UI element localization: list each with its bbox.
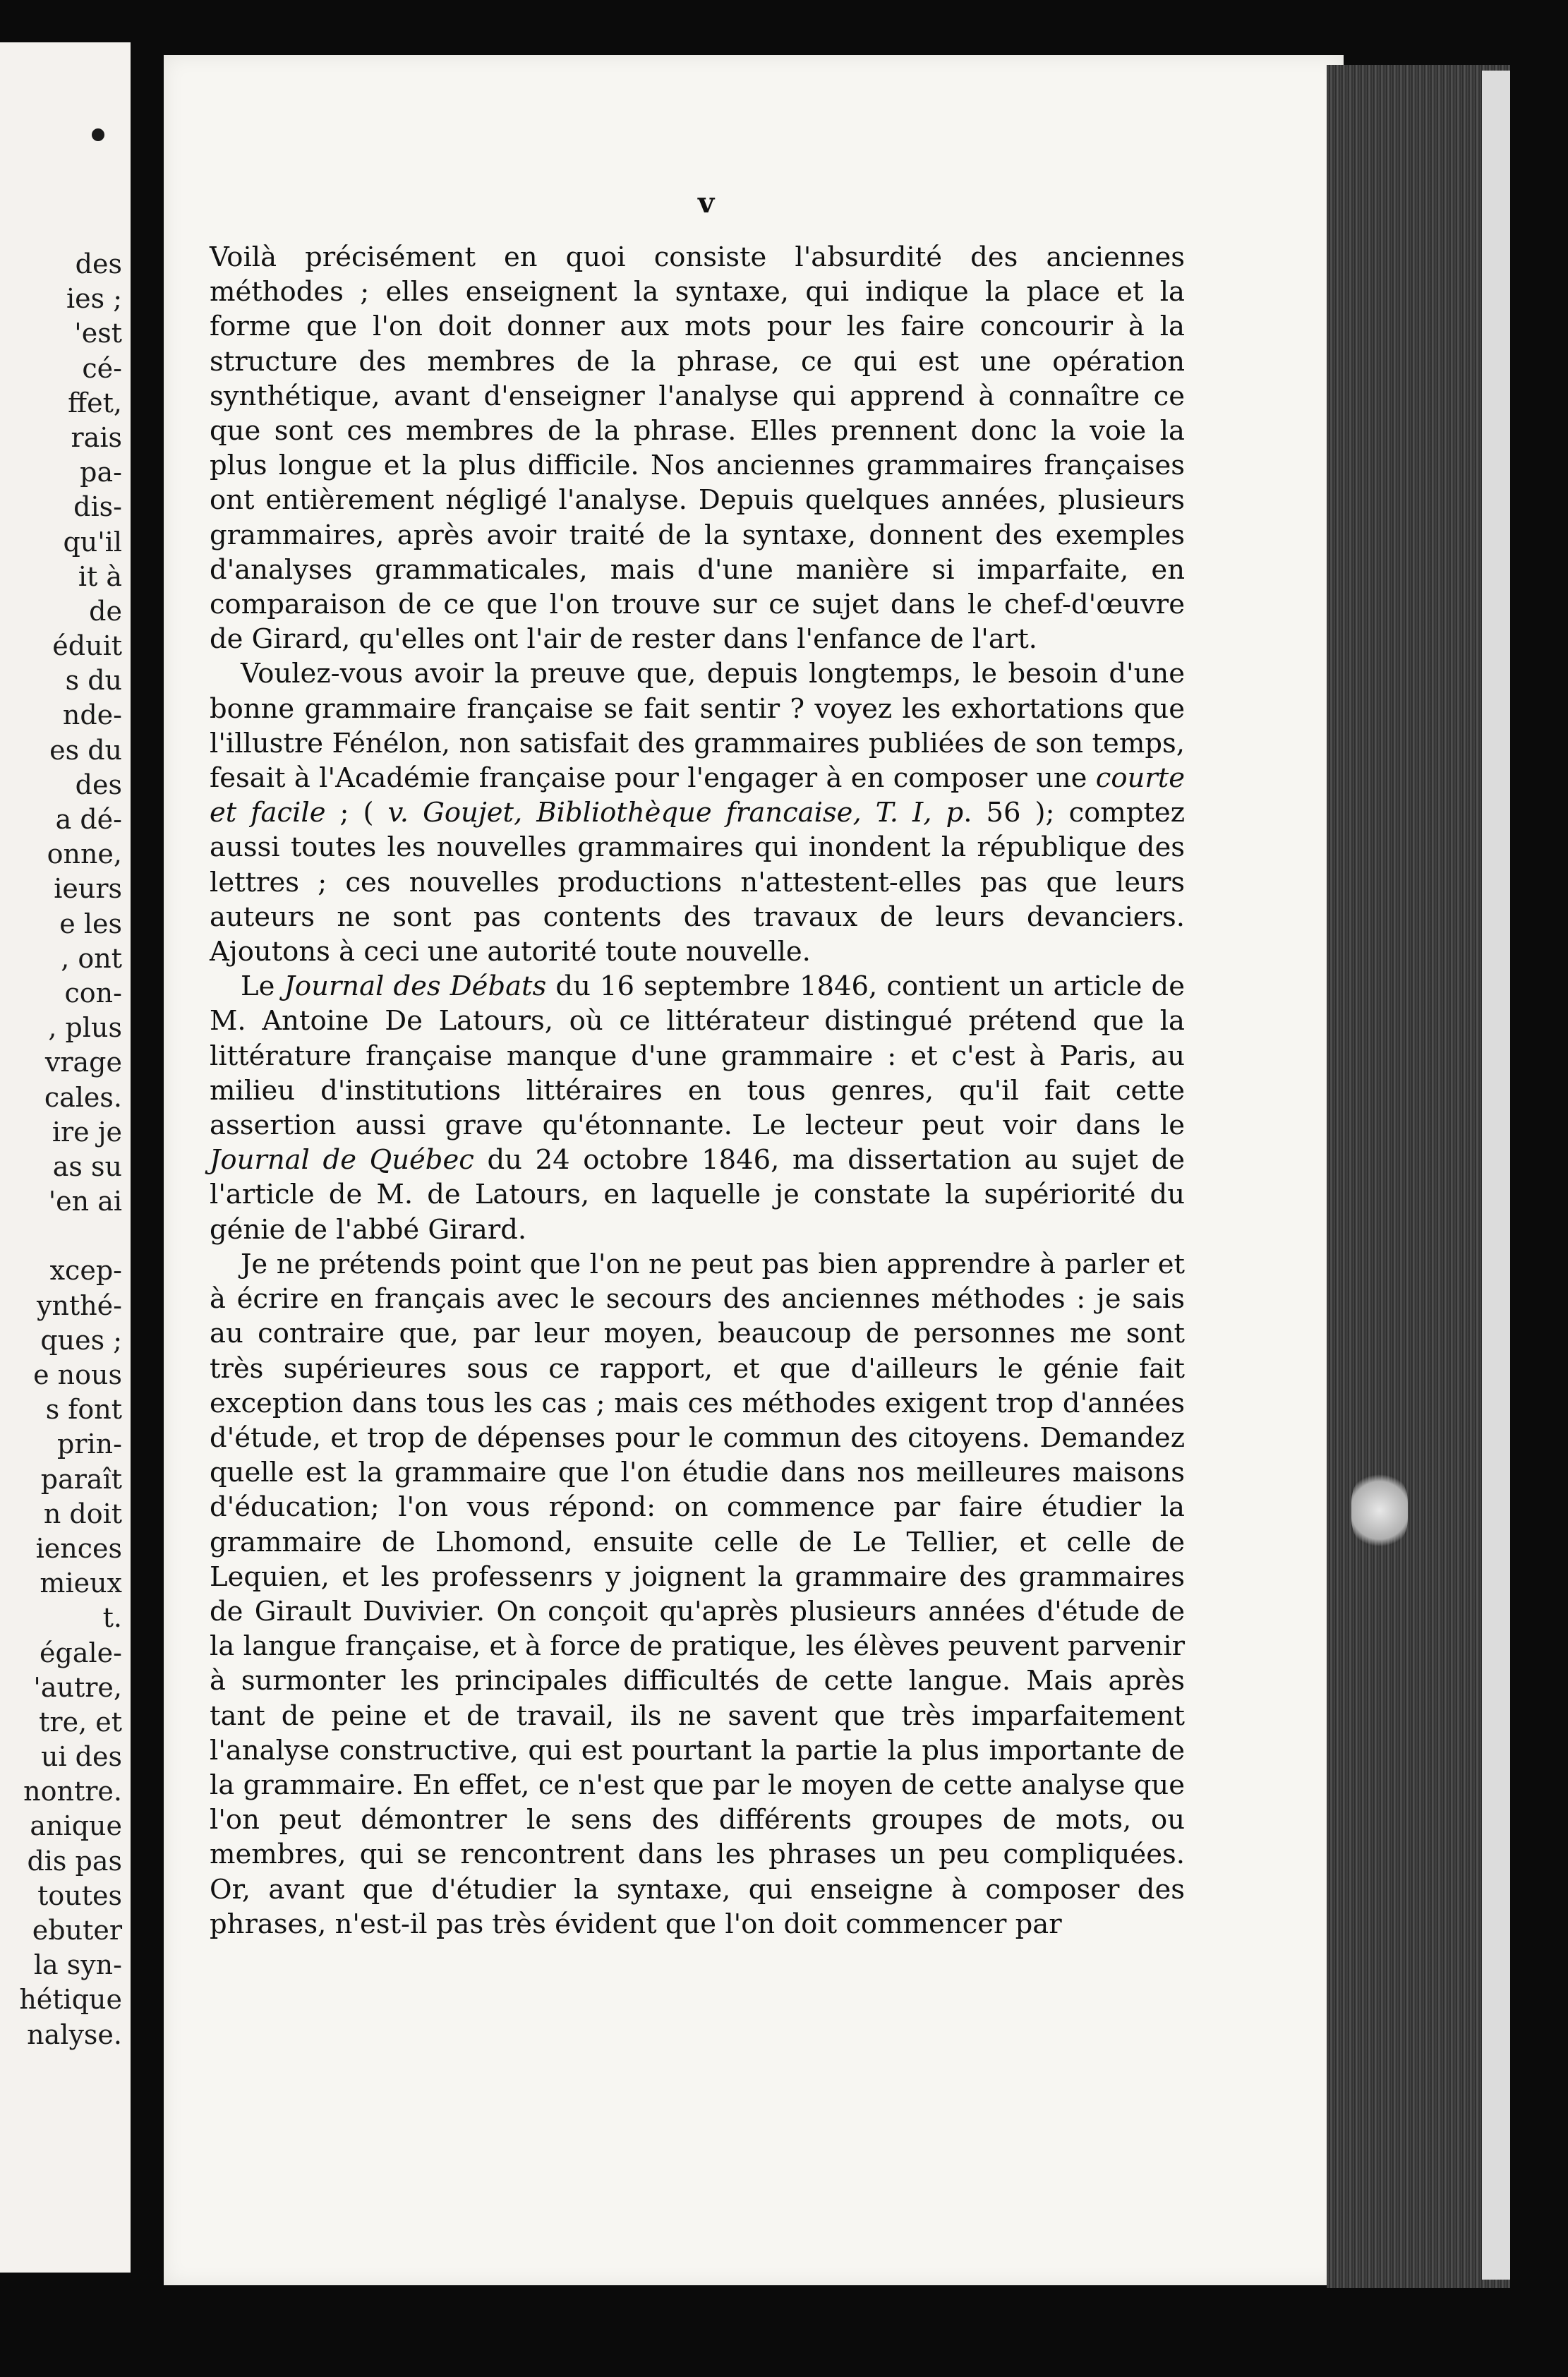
previous-page-line: ui des [40,1741,122,1773]
previous-page-line: paraît [40,1463,122,1495]
previous-page-line: vrage [44,1047,122,1078]
previous-page-line: toutes [37,1879,122,1911]
book-page [164,55,1344,2285]
previous-page-line: ffet, [68,387,122,419]
text-run: du 24 octobre 1846, ma dissertation au sujet de l'article de M. de Latours, en laquelle je constate la supériorité du génie de l'abbé Girard. [210,1144,1185,1246]
ink-mark [92,128,104,141]
italic-text: Journal des Débats [284,970,547,1003]
previous-page-line: de [89,595,122,627]
previous-page-line: xcep- [49,1255,122,1287]
previous-page-line: nde- [62,699,122,731]
previous-page-line: la syn- [33,1949,122,1981]
previous-page-line: con- [64,977,122,1009]
page-edges [1482,71,1510,2280]
paper-smudge [1351,1472,1408,1549]
previous-page-line: des [75,248,122,279]
paragraph [210,656,1185,969]
text-run: Voulez-vous avoir la preuve que, depuis longtemps, le besoin d'une bonne grammaire française se fait sentir ? voyez les exhortations que l'illustre Fénélon, non satisfait des grammaires publiées de son temps, fesait à l'Académie française pour l'engager à en composer une [210,658,1185,795]
previous-page-line: nontre. [23,1776,122,1807]
previous-page-line: dis pas [27,1845,122,1877]
previous-page-line: égale- [40,1637,122,1668]
previous-page-line: onne, [47,838,122,870]
previous-page-line: es du [49,734,122,766]
previous-page-line: e les [59,908,122,939]
previous-page-line: 'en ai [48,1186,122,1217]
text-run: ; ( [325,797,388,829]
previous-page-line: iences [35,1532,122,1564]
italic-text: courte et facile [210,762,1185,829]
previous-page-line: hétique [19,1984,122,2016]
text-run: du 16 septembre 1846, contient un article de M. Antoine De Latours, où ce littérateur distingué prétend que la littérature française manque d'une grammaire : et c'est à Paris, au milieu d'institutions littéraires en tous genres, qu'il fait cette assertion aussi grave qu'étonnante. Le lecteur peut voir dans le [210,970,1185,1142]
paragraph [210,240,1185,656]
previous-page-line: it à [78,560,122,592]
previous-page-line: s du [65,665,122,697]
previous-page-line: tre, et [39,1706,122,1738]
previous-page-line: s font [45,1394,122,1426]
previous-page-line: as su [52,1150,122,1182]
previous-page-line: ques ; [40,1324,122,1356]
previous-page-line: ire je [52,1116,122,1148]
previous-page-line: cales. [44,1081,122,1113]
previous-page-fragment [0,42,131,2273]
previous-page-line: e nous [33,1359,122,1390]
previous-page-line: ebuter [32,1915,122,1946]
previous-page-line: ieurs [54,873,122,905]
previous-page-line: 'est [74,318,122,349]
previous-page-line: anique [30,1810,122,1842]
previous-page-line: a dé- [55,804,122,835]
text-run: Le [241,970,284,1003]
text-run: Voilà précisément en quoi consiste l'absurdité des anciennes méthodes ; elles enseignent la syntaxe, qui indique la place et la forme que l'on doit donner aux mots pour les faire concourir à la structure des membres de la phrase, ce qui est une opération synthétique, avant d'enseigner l'analyse qui apprend à connaître ce que sont ces membres de la phrase. Elles prennent donc la voie la plus longue et la plus difficile. Nos anciennes grammaires françaises ont entièrement négligé l'analyse. Depuis quelques années, plusieurs grammaires, après avoir traité de la syntaxe, donnent des exemples d'analyses grammaticales, mais d'une manière si imparfaite, en comparaison de ce que l'on trouve sur ce sujet dans le chef-d'œuvre de Girard, qu'elles ont l'air de rester dans l'enfance de l'art. [210,241,1185,656]
page-body-text [210,240,1185,1942]
previous-page-line: qu'il [63,526,122,558]
page-marker: v [698,186,715,219]
previous-page-line: prin- [57,1428,122,1460]
previous-page-line: rais [71,421,122,453]
previous-page-line: pa- [80,457,122,488]
paragraph [210,1247,1185,1942]
previous-page-line: cé- [82,352,122,384]
text-run: Je ne prétends point que l'on ne peut pas bien apprendre à parler et à écrire en français avec le secours des anciennes méthodes : je sais au contraire que, par leur moyen, beaucoup de personnes me sont très supérieures sous ce rapport, et que d'ailleurs le génie fait exception dans tous les cas ; mais ces méthodes exigent trop d'années d'étude, et trop de dépenses pour le commun des citoyens. Demandez quelle est la grammaire que l'on étudie dans nos meilleures maisons d'éducation; l'on vous répond: on commence par faire étudier la grammaire de Lhomond, ensuite celle de Le Tellier, et celle de Lequien, et les professenrs y joignent la grammaire des grammaires de Girault Duvivier. On conçoit qu'après plusieurs années d'étude de la langue française, et à force de pratique, les élèves peuvent parvenir à surmonter les principales difficultés de cette langue. Mais après tant de peine et de travail, ils ne savent que très imparfaitement l'analyse constructive, qui est pourtant la partie la plus importante de la grammaire. En effet, ce n'est que par le moyen de cette analyse que l'on peut démontrer le sens des différents groupes de mots, ou membres, qui se rencontrent dans les phrases un peu compliquées. Or, avant que d'étudier la syntaxe, qui enseigne à composer des phrases, n'est-il pas très évident que l'on doit commencer par [210,1248,1185,1940]
previous-page-line: , plus [48,1012,122,1044]
previous-page-line: dis- [73,491,122,523]
text-run: . 56 ); comptez aussi toutes les nouvelles grammaires qui inondent la république des lettres ; ces nouvelles productions n'attestent-elles pas que leurs auteurs ne sont pas contents des travaux de leurs devanciers. Ajoutons à ceci une autorité toute nouvelle. [210,797,1186,968]
previous-page-line: éduit [52,630,122,662]
previous-page-line: mieux [40,1567,122,1599]
previous-page-line: , ont [61,942,122,974]
previous-page-line: ies ; [66,283,122,315]
previous-page-line [2,1219,122,1253]
previous-page-text [2,247,122,2052]
italic-text: v. Goujet, Bibliothèque francaise, T. I, p [387,797,964,829]
previous-page-line: ynthé- [36,1289,122,1321]
previous-page-line: des [75,769,122,800]
previous-page-line: nalyse. [27,2018,122,2050]
italic-text: Journal de Québec [210,1144,474,1177]
previous-page-line: 'autre, [33,1671,122,1703]
previous-page-line: t. [102,1602,122,1634]
paragraph [210,969,1185,1247]
previous-page-line: n doit [43,1498,122,1529]
